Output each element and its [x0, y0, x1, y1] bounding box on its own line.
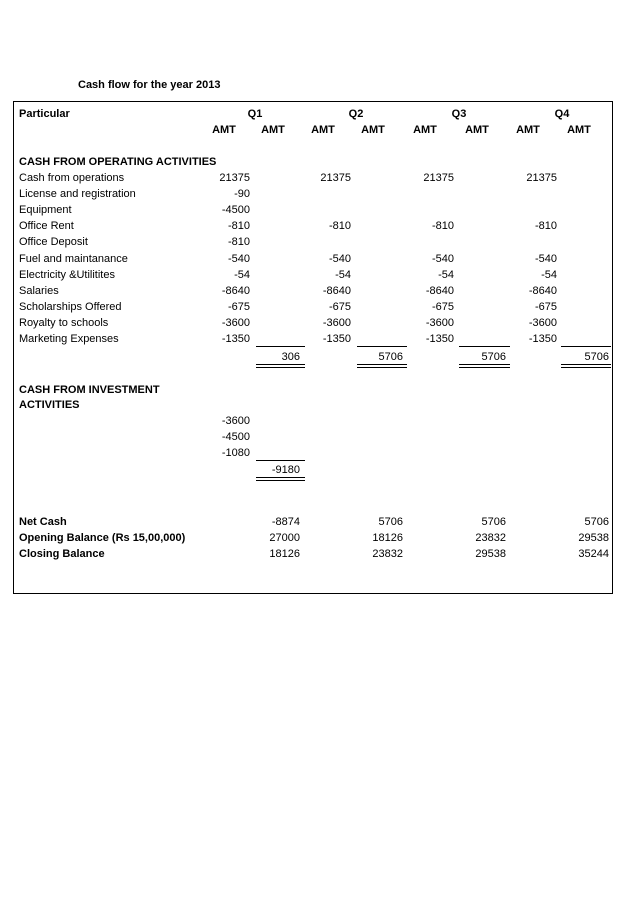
cell-q4: -1350: [528, 333, 557, 345]
row-label: Scholarships Offered: [19, 301, 122, 313]
operating-total-q2: 5706: [378, 351, 403, 363]
row-label: Fuel and maintanance: [19, 253, 128, 265]
row-label: Marketing Expenses: [19, 333, 119, 345]
cell-q4: -8640: [528, 285, 557, 297]
header-quarter-q3: Q3: [451, 108, 467, 120]
summary-q3: 5706: [481, 516, 506, 528]
header-amt: AMT: [413, 124, 437, 136]
summary-q3: 23832: [475, 532, 506, 544]
cell-q2: -540: [328, 253, 351, 265]
summary-q1: 18126: [269, 548, 300, 560]
cell-q1: -4500: [221, 204, 250, 216]
header-amt: AMT: [311, 124, 335, 136]
operating-total-q4: 5706: [584, 351, 609, 363]
header-quarter-q4: Q4: [554, 108, 570, 120]
header-amt: AMT: [516, 124, 540, 136]
cell-q4: -810: [534, 220, 557, 232]
header-quarter-q1: Q1: [247, 108, 263, 120]
cell-q1: -675: [227, 301, 250, 313]
cell-q2: -8640: [322, 285, 351, 297]
cell-q2: -1350: [322, 333, 351, 345]
cell-q1: -1350: [221, 333, 250, 345]
cell-q1: -8640: [221, 285, 250, 297]
subtotal-underline: [357, 346, 407, 347]
cell-q1: -810: [227, 236, 250, 248]
investment-value: -1080: [221, 447, 250, 459]
row-label: Electricity &Utilitites: [19, 269, 115, 281]
subtotal-underline: [256, 346, 305, 347]
cell-q1: -54: [234, 269, 250, 281]
row-label: Office Rent: [19, 220, 74, 232]
cell-q3: -540: [431, 253, 454, 265]
header-particular: Particular: [19, 108, 70, 120]
cell-q2: -3600: [322, 317, 351, 329]
summary-q1: 27000: [269, 532, 300, 544]
total-double-underline: [459, 364, 510, 368]
operating-total-q1: 306: [281, 351, 300, 363]
summary-label: Net Cash: [19, 516, 67, 528]
cell-q3: -675: [431, 301, 454, 313]
cell-q4: -54: [541, 269, 557, 281]
header-amt: AMT: [465, 124, 489, 136]
total-double-underline: [256, 364, 305, 368]
cell-q1: -540: [227, 253, 250, 265]
row-label: Office Deposit: [19, 236, 88, 248]
cell-q4: -540: [534, 253, 557, 265]
document-title: Cash flow for the year 2013: [78, 79, 221, 91]
row-label: Cash from operations: [19, 172, 125, 184]
cell-q1: -810: [227, 220, 250, 232]
total-double-underline: [561, 364, 611, 368]
summary-q3: 29538: [475, 548, 506, 560]
summary-q4: 5706: [584, 516, 609, 528]
operating-total-q3: 5706: [481, 351, 506, 363]
cell-q3: -810: [431, 220, 454, 232]
cell-q3: -1350: [425, 333, 454, 345]
investment-double-underline: [256, 477, 305, 481]
summary-q2: 5706: [378, 516, 403, 528]
cell-q1: 21375: [219, 172, 250, 184]
row-label: License and registration: [19, 188, 136, 200]
investment-value: -3600: [221, 415, 250, 427]
cell-q2: -810: [328, 220, 351, 232]
summary-q4: 29538: [578, 532, 609, 544]
header-amt: AMT: [261, 124, 285, 136]
cell-q3: -3600: [425, 317, 454, 329]
row-label: Royalty to schools: [19, 317, 109, 329]
subtotal-underline: [459, 346, 510, 347]
cell-q3: -8640: [425, 285, 454, 297]
row-label: Equipment: [19, 204, 72, 216]
header-amt: AMT: [567, 124, 591, 136]
cell-q2: -54: [335, 269, 351, 281]
investment-heading-line1: CASH FROM INVESTMENT: [19, 384, 160, 396]
cell-q2: -675: [328, 301, 351, 313]
subtotal-underline: [561, 346, 611, 347]
cell-q1: -3600: [221, 317, 250, 329]
summary-q2: 23832: [372, 548, 403, 560]
summary-label: Opening Balance (Rs 15,00,000): [19, 532, 186, 544]
cell-q3: 21375: [423, 172, 454, 184]
cell-q4: -3600: [528, 317, 557, 329]
investment-heading-line2: ACTIVITIES: [19, 399, 80, 411]
summary-q2: 18126: [372, 532, 403, 544]
cell-q4: 21375: [526, 172, 557, 184]
cell-q3: -54: [438, 269, 454, 281]
header-amt: AMT: [361, 124, 385, 136]
row-label: Salaries: [19, 285, 59, 297]
cell-q4: -675: [534, 301, 557, 313]
summary-q1: -8874: [271, 516, 300, 528]
cell-q2: 21375: [320, 172, 351, 184]
investment-underline: [256, 460, 305, 461]
operating-heading: CASH FROM OPERATING ACTIVITIES: [19, 156, 217, 168]
investment-total: -9180: [271, 464, 300, 476]
summary-label: Closing Balance: [19, 548, 105, 560]
header-amt: AMT: [212, 124, 236, 136]
total-double-underline: [357, 364, 407, 368]
investment-value: -4500: [221, 431, 250, 443]
summary-q4: 35244: [578, 548, 609, 560]
header-quarter-q2: Q2: [348, 108, 364, 120]
cell-q1: -90: [234, 188, 250, 200]
